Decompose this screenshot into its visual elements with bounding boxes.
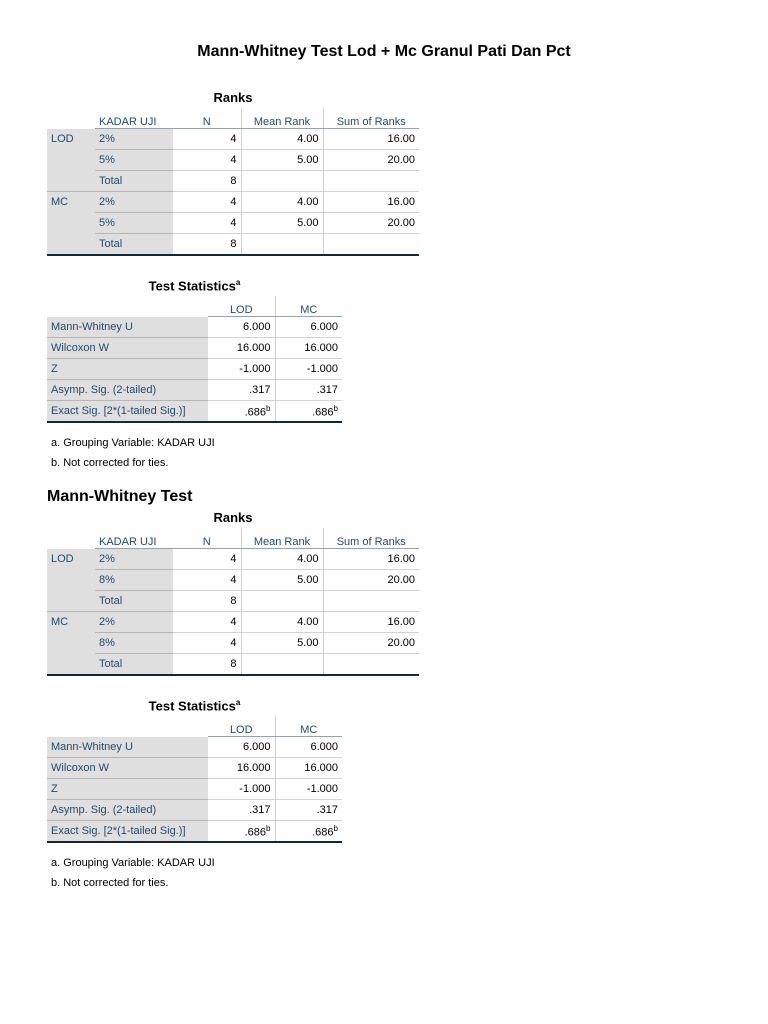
cell-lod: 6.000	[208, 317, 275, 338]
cell-mc	[275, 821, 342, 843]
row-label: 8%	[95, 570, 173, 591]
footnote-marker: b	[266, 403, 271, 413]
table-row	[47, 317, 342, 338]
test-statistics-header-row	[47, 296, 342, 317]
row-label: 2%	[95, 612, 173, 633]
cell-mc: .317	[275, 380, 342, 401]
row-label: 2%	[95, 549, 173, 570]
test-statistics-header-row	[47, 716, 342, 737]
col-header-n: N	[173, 528, 241, 549]
cell-value: .686	[244, 826, 267, 839]
table-row	[47, 800, 342, 821]
table-row	[47, 338, 342, 359]
cell-sum-of-ranks: 16.00	[323, 129, 419, 150]
ranks-table	[47, 528, 419, 676]
test-statistics-title-text: Test Statistics	[148, 698, 236, 714]
row-label: 5%	[95, 150, 173, 171]
test-statistics-title	[47, 698, 342, 713]
cell-mc	[275, 401, 342, 423]
cell-lod: -1.000	[208, 779, 275, 800]
cell-mc: -1.000	[275, 779, 342, 800]
table-row	[47, 213, 419, 234]
cell-mean-rank	[241, 591, 323, 612]
cell-mean-rank: 4.00	[241, 129, 323, 150]
cell-n: 4	[173, 192, 241, 213]
ranks-table-title: Ranks	[213, 90, 253, 105]
cell-lod: 16.000	[208, 758, 275, 779]
ranks-header-row	[47, 528, 419, 549]
cell-mean-rank: 4.00	[241, 549, 323, 570]
row-group-label: LOD	[47, 129, 95, 150]
col-header-sum-of-ranks: Sum of Ranks	[323, 108, 419, 129]
cell-sum-of-ranks	[323, 591, 419, 612]
row-group-label: LOD	[47, 549, 95, 570]
footnote-a: a. Grouping Variable: KADAR UJI	[51, 437, 215, 449]
cell-n: 4	[173, 150, 241, 171]
footnote-marker: b	[266, 823, 271, 833]
row-label: Asymp. Sig. (2-tailed)	[47, 800, 208, 821]
row-group-label	[47, 213, 95, 234]
table-row	[47, 758, 342, 779]
cell-value: .686	[312, 826, 334, 839]
cell-n: 4	[173, 549, 241, 570]
footnote-b: b. Not corrected for ties.	[51, 877, 169, 889]
table-row	[47, 380, 342, 401]
row-label: Mann-Whitney U	[47, 737, 208, 758]
cell-mean-rank: 5.00	[241, 570, 323, 591]
ranks-table-title: Ranks	[213, 510, 253, 525]
row-label: Total	[95, 234, 173, 256]
cell-mean-rank: 4.00	[241, 612, 323, 633]
cell-sum-of-ranks: 20.00	[323, 213, 419, 234]
footnote-marker: b	[333, 403, 338, 413]
row-label: 8%	[95, 633, 173, 654]
cell-n: 8	[173, 171, 241, 192]
cell-n: 4	[173, 612, 241, 633]
table-row	[47, 821, 342, 843]
cell-mean-rank: 5.00	[241, 213, 323, 234]
row-label: Wilcoxon W	[47, 338, 208, 359]
row-label: Mann-Whitney U	[47, 317, 208, 338]
row-label: Total	[95, 591, 173, 612]
row-label: 5%	[95, 213, 173, 234]
row-group-label: MC	[47, 192, 95, 213]
cell-sum-of-ranks	[323, 234, 419, 256]
test-statistics-title	[47, 278, 342, 293]
cell-sum-of-ranks	[323, 171, 419, 192]
row-group-label	[47, 234, 95, 256]
table-row	[47, 570, 419, 591]
cell-value: .686	[244, 406, 267, 419]
row-group-label	[47, 171, 95, 192]
row-label: Asymp. Sig. (2-tailed)	[47, 380, 208, 401]
cell-mean-rank: 5.00	[241, 150, 323, 171]
test-statistics-table	[47, 296, 342, 423]
row-group-label	[47, 633, 95, 654]
col-header-lod: LOD	[208, 296, 275, 317]
table-row	[47, 359, 342, 380]
row-label: 2%	[95, 192, 173, 213]
col-header-n: N	[173, 108, 241, 129]
cell-n: 8	[173, 591, 241, 612]
cell-sum-of-ranks: 16.00	[323, 612, 419, 633]
cell-lod: 16.000	[208, 338, 275, 359]
cell-sum-of-ranks: 16.00	[323, 192, 419, 213]
table-row	[47, 171, 419, 192]
col-header-kadar-uji: KADAR UJI	[95, 108, 173, 129]
col-header-mean-rank: Mean Rank	[241, 108, 323, 129]
col-header-mc: MC	[275, 296, 342, 317]
footnote-b: b. Not corrected for ties.	[51, 457, 169, 469]
cell-mean-rank	[241, 171, 323, 192]
cell-n: 4	[173, 633, 241, 654]
footnote-marker: a	[235, 278, 241, 287]
cell-mc: -1.000	[275, 359, 342, 380]
table-row	[47, 779, 342, 800]
cell-lod	[208, 401, 275, 423]
test-statistics-title-text: Test Statistics	[148, 278, 236, 294]
table-row	[47, 234, 419, 256]
cell-value: .686	[312, 406, 334, 419]
cell-mc: 6.000	[275, 317, 342, 338]
table-row	[47, 192, 419, 213]
col-header-lod: LOD	[208, 716, 275, 737]
row-label: Z	[47, 779, 208, 800]
cell-mc: .317	[275, 800, 342, 821]
cell-sum-of-ranks: 20.00	[323, 633, 419, 654]
footnote-a: a. Grouping Variable: KADAR UJI	[51, 857, 215, 869]
cell-mean-rank: 4.00	[241, 192, 323, 213]
table-row	[47, 737, 342, 758]
row-label: Wilcoxon W	[47, 758, 208, 779]
cell-mean-rank	[241, 234, 323, 256]
table-row	[47, 612, 419, 633]
col-header-mc: MC	[275, 716, 342, 737]
cell-mean-rank	[241, 654, 323, 676]
row-label: Exact Sig. [2*(1-tailed Sig.)]	[47, 401, 208, 423]
col-header-mean-rank: Mean Rank	[241, 528, 323, 549]
row-group-label	[47, 591, 95, 612]
cell-n: 8	[173, 234, 241, 256]
document-title: Mann-Whitney Test Lod + Mc Granul Pati Dan Pct	[197, 43, 571, 60]
cell-mc: 6.000	[275, 737, 342, 758]
section-heading: Mann-Whitney Test	[47, 488, 193, 505]
footnote-marker: b	[333, 823, 338, 833]
cell-sum-of-ranks: 20.00	[323, 150, 419, 171]
row-label: Total	[95, 654, 173, 676]
cell-mc: 16.000	[275, 758, 342, 779]
table-row	[47, 401, 342, 423]
test-statistics-table	[47, 716, 342, 843]
cell-sum-of-ranks: 16.00	[323, 549, 419, 570]
cell-mean-rank: 5.00	[241, 633, 323, 654]
cell-sum-of-ranks: 20.00	[323, 570, 419, 591]
cell-n: 8	[173, 654, 241, 676]
cell-n: 4	[173, 570, 241, 591]
ranks-header-row	[47, 108, 419, 129]
cell-lod: 6.000	[208, 737, 275, 758]
table-row	[47, 129, 419, 150]
cell-sum-of-ranks	[323, 654, 419, 676]
cell-n: 4	[173, 213, 241, 234]
table-row	[47, 633, 419, 654]
row-label: Z	[47, 359, 208, 380]
row-label: Exact Sig. [2*(1-tailed Sig.)]	[47, 821, 208, 843]
row-group-label	[47, 150, 95, 171]
footnote-marker: a	[235, 698, 241, 707]
col-header-sum-of-ranks: Sum of Ranks	[323, 528, 419, 549]
cell-lod	[208, 821, 275, 843]
ranks-table	[47, 108, 419, 256]
col-header-kadar-uji: KADAR UJI	[95, 528, 173, 549]
cell-mc: 16.000	[275, 338, 342, 359]
cell-n: 4	[173, 129, 241, 150]
cell-lod: .317	[208, 800, 275, 821]
table-row	[47, 150, 419, 171]
row-group-label	[47, 570, 95, 591]
cell-lod: -1.000	[208, 359, 275, 380]
row-group-label: MC	[47, 612, 95, 633]
table-row	[47, 654, 419, 676]
table-row	[47, 591, 419, 612]
cell-lod: .317	[208, 380, 275, 401]
row-label: 2%	[95, 129, 173, 150]
row-group-label	[47, 654, 95, 676]
row-label: Total	[95, 171, 173, 192]
table-row	[47, 549, 419, 570]
